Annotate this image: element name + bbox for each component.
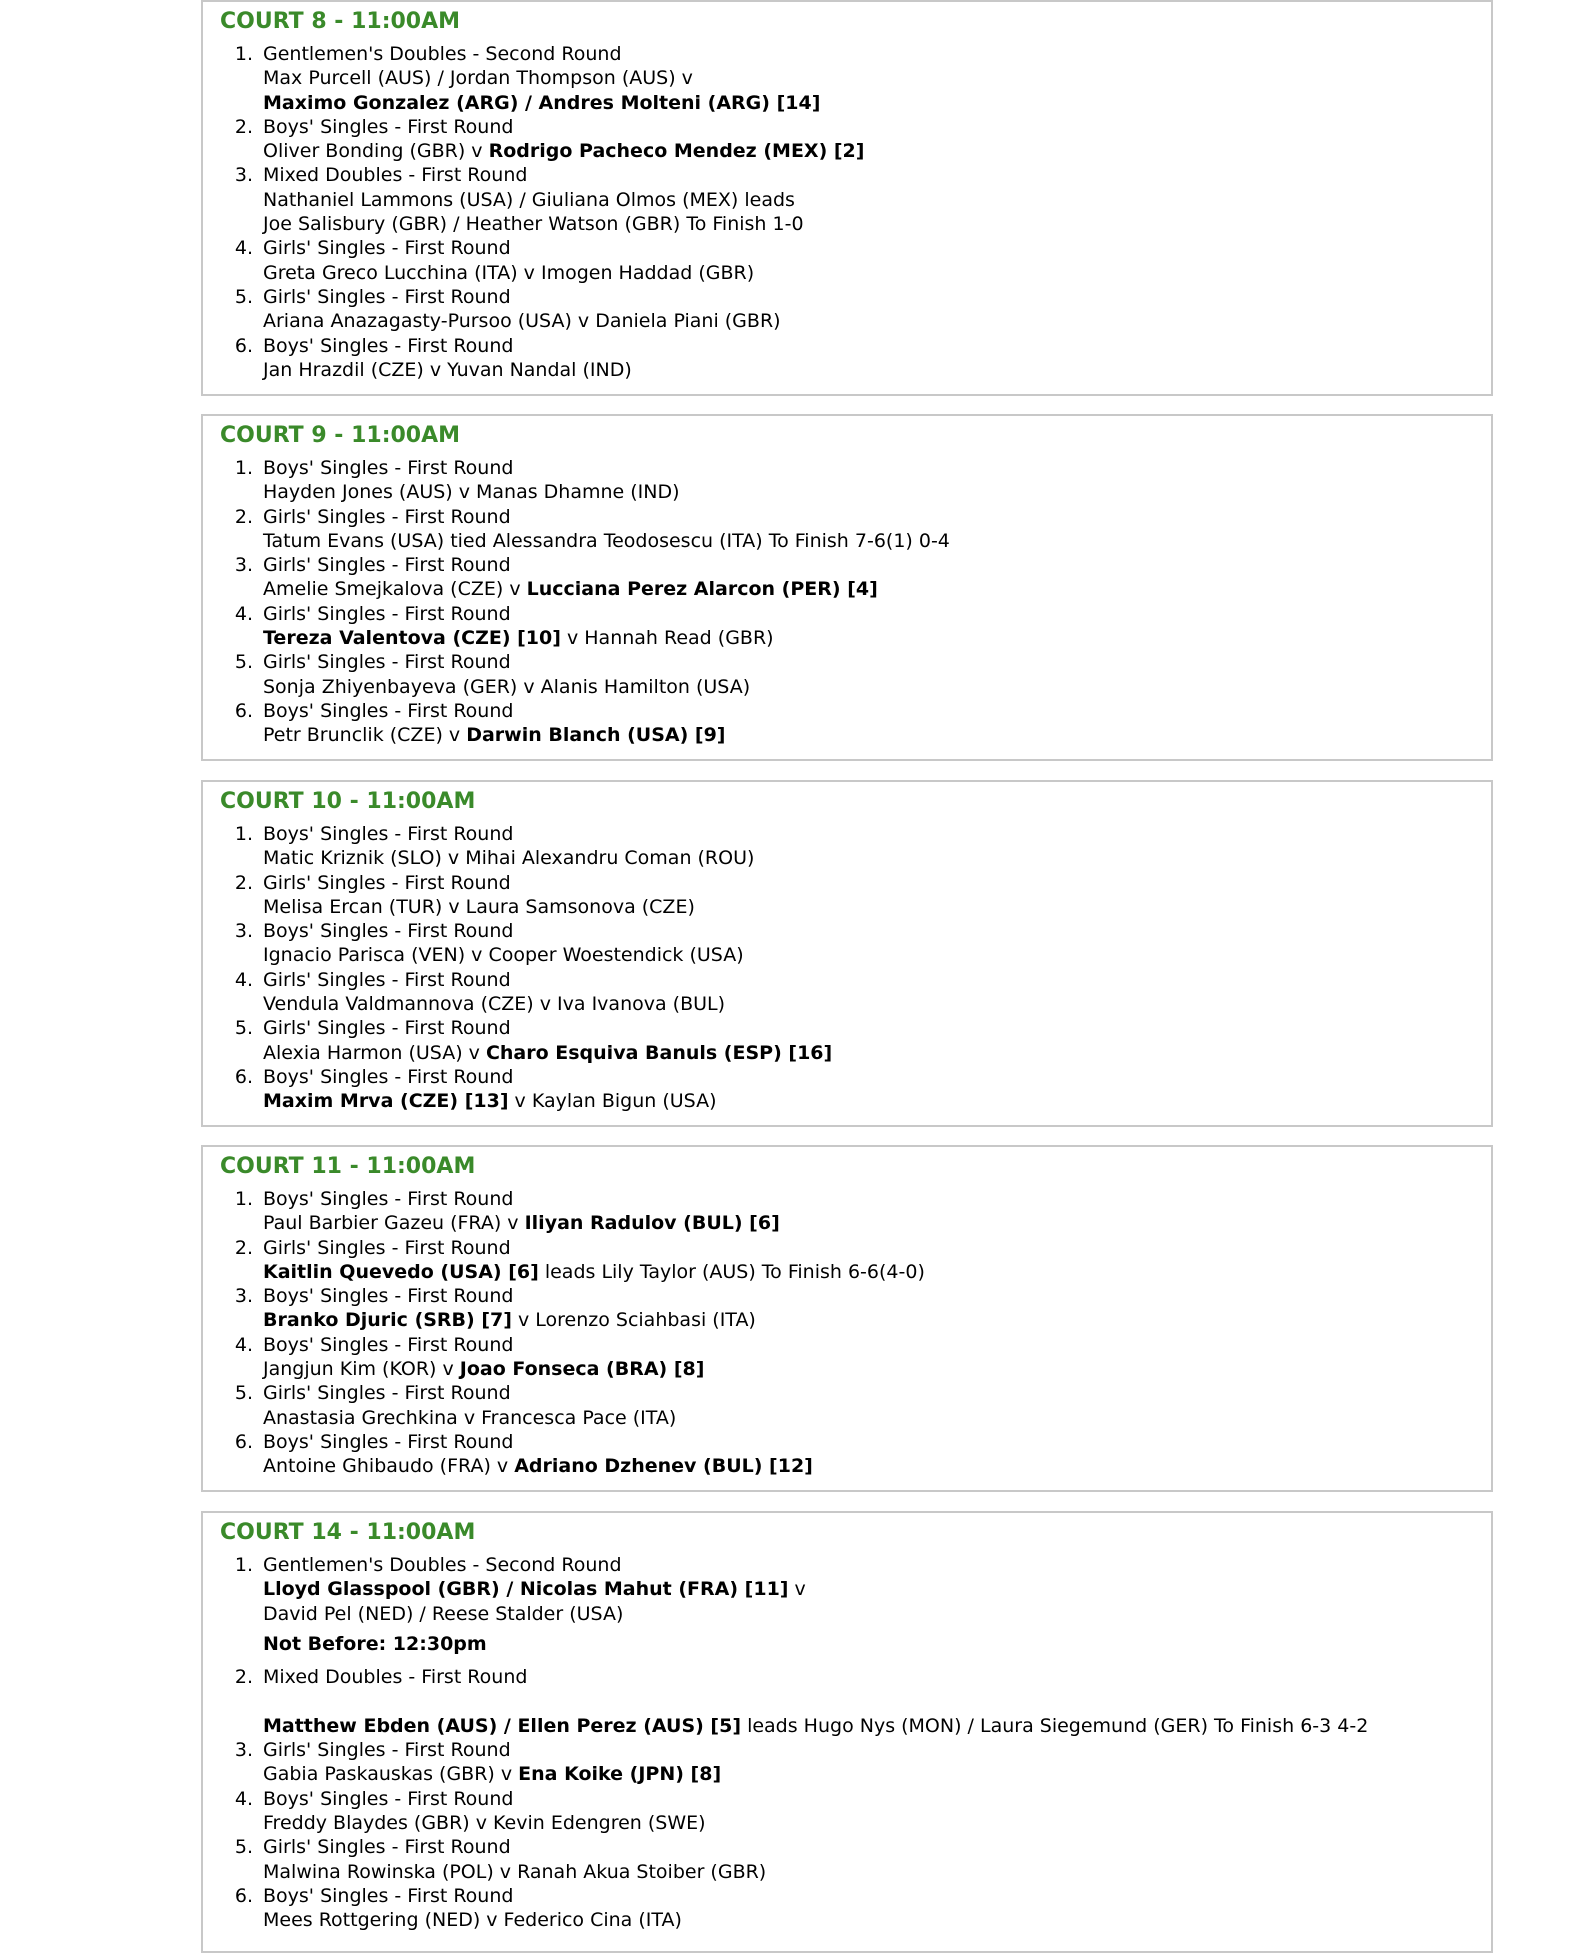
match-number: 5.	[234, 1382, 253, 1405]
event-name: Boys' Singles - First Round	[263, 1884, 514, 1907]
match-list	[203, 1553, 1491, 1932]
match-number: 5.	[234, 1017, 253, 1040]
match-item	[203, 1381, 1491, 1430]
player-text: Ignacio Parisca (VEN) v Cooper Woestendick (USA)	[263, 944, 744, 967]
players-line	[263, 480, 1491, 504]
event-name: Boys' Singles - First Round	[263, 1333, 514, 1356]
players-line	[263, 1260, 1491, 1284]
players-line	[263, 66, 1491, 90]
match-item	[203, 1738, 1491, 1787]
event-name: Girls' Singles - First Round	[263, 1017, 511, 1040]
player-text: Petr Brunclik (CZE) v	[263, 724, 467, 747]
player-text: Max Purcell (AUS) / Jordan Thompson (AUS) v	[263, 67, 693, 90]
match-number: 6.	[234, 1884, 253, 1907]
event-name: Girls' Singles - First Round	[263, 505, 511, 528]
match-number: 3.	[234, 1739, 253, 1762]
court-panel-11	[201, 1145, 1493, 1492]
event-name: Gentlemen's Doubles - Second Round	[263, 43, 622, 65]
event-name: Boys' Singles - First Round	[263, 1430, 514, 1453]
players-line	[263, 1454, 1491, 1478]
player-text: Sonja Zhiyenbayeva (GER) v Alanis Hamilton (USA)	[263, 675, 751, 698]
players-line	[263, 139, 1491, 163]
players-line	[263, 1041, 1491, 1065]
players-line	[263, 91, 1491, 115]
match-number: 6.	[234, 699, 253, 722]
match-number: 6.	[234, 1065, 253, 1088]
player-text: Paul Barbier Gazeu (FRA) v	[263, 1212, 525, 1235]
players-line	[263, 309, 1491, 333]
event-name: Girls' Singles - First Round	[263, 1382, 511, 1405]
seeded-player-text: Rodrigo Pacheco Mendez (MEX) [2]	[488, 140, 865, 163]
event-name: Girls' Singles - First Round	[263, 871, 511, 894]
seeded-player-text: Adriano Dzhenev (BUL) [12]	[514, 1455, 813, 1478]
match-item	[203, 1553, 1491, 1656]
match-item	[203, 871, 1491, 920]
seeded-player-text: Lucciana Perez Alarcon (PER) [4]	[526, 578, 878, 601]
event-name: Boys' Singles - First Round	[263, 1188, 514, 1210]
player-text: leads Hugo Nys (MON) / Laura Siegemund (GER) To Finish 6-3 4-2	[741, 1714, 1369, 1737]
players-line	[263, 895, 1491, 919]
seeded-player-text: Charo Esquiva Banuls (ESP) [16]	[485, 1041, 833, 1064]
event-name: Girls' Singles - First Round	[263, 237, 511, 260]
player-text: Mees Rottgering (NED) v Federico Cina (ITA)	[263, 1909, 682, 1932]
event-name: Boys' Singles - First Round	[263, 920, 514, 943]
event-name: Girls' Singles - First Round	[263, 1236, 511, 1259]
match-item	[203, 1065, 1491, 1114]
players-line	[263, 261, 1491, 285]
event-name: Boys' Singles - First Round	[263, 823, 514, 845]
player-text: Ariana Anazagasty-Pursoo (USA) v Daniela Piani (GBR)	[263, 310, 781, 333]
match-item	[203, 505, 1491, 554]
players-line	[263, 188, 1491, 212]
event-name: Boys' Singles - First Round	[263, 699, 514, 722]
player-text: Gabia Paskauskas (GBR) v	[263, 1763, 519, 1786]
player-text: Vendula Valdmannova (CZE) v Iva Ivanova (BUL)	[263, 993, 726, 1016]
seeded-player-text: Iliyan Radulov (BUL) [6]	[524, 1212, 780, 1235]
match-item	[203, 822, 1491, 871]
seeded-player-text: Maximo Gonzalez (ARG) / Andres Molteni (ARG) [14]	[263, 91, 821, 114]
players-line	[263, 626, 1491, 650]
match-item	[203, 285, 1491, 334]
match-item	[203, 650, 1491, 699]
match-item	[203, 919, 1491, 968]
court-panel-14	[201, 1511, 1493, 1953]
player-text: Malwina Rowinska (POL) v Ranah Akua Stoiber (GBR)	[263, 1860, 767, 1883]
court-panel-10	[201, 780, 1493, 1127]
event-name: Girls' Singles - First Round	[263, 285, 511, 308]
match-number: 4.	[234, 602, 253, 625]
seeded-player-text: Kaitlin Quevedo (USA) [6]	[263, 1260, 539, 1283]
event-name: Boys' Singles - First Round	[263, 1065, 514, 1088]
players-line	[263, 992, 1491, 1016]
players-line	[263, 723, 1491, 747]
court-heading: COURT 8 - 11:00AM	[220, 9, 461, 34]
match-item	[203, 334, 1491, 383]
match-number: 3.	[234, 1285, 253, 1308]
match-item	[203, 968, 1491, 1017]
match-number: 5.	[234, 651, 253, 674]
match-number: 2.	[234, 115, 253, 138]
players-line	[263, 1577, 1491, 1601]
players-line	[263, 1357, 1491, 1381]
players-line	[263, 577, 1491, 601]
match-list	[203, 822, 1491, 1114]
event-name: Boys' Singles - First Round	[263, 1787, 514, 1810]
player-text: Nathaniel Lammons (USA) / Giuliana Olmos (MEX) leads	[263, 188, 795, 211]
event-name: Boys' Singles - First Round	[263, 334, 514, 357]
player-text: Melisa Ercan (TUR) v Laura Samsonova (CZE)	[263, 895, 695, 918]
player-text: v	[788, 1578, 806, 1601]
player-text: Tatum Evans (USA) tied Alessandra Teodosescu (ITA) To Finish 7-6(1) 0-4	[263, 529, 950, 552]
match-item	[203, 42, 1491, 115]
match-number: 4.	[234, 237, 253, 260]
match-list	[203, 1187, 1491, 1479]
player-text: v Hannah Read (GBR)	[560, 627, 774, 650]
match-item	[203, 115, 1491, 164]
court-heading: COURT 14 - 11:00AM	[220, 1520, 476, 1545]
seeded-player-text: Darwin Blanch (USA) [9]	[466, 724, 726, 747]
spacer-line	[263, 1689, 1491, 1713]
match-list	[203, 456, 1491, 748]
players-line	[263, 1089, 1491, 1113]
seeded-player-text: Maxim Mrva (CZE) [13]	[263, 1090, 509, 1113]
court-heading: COURT 11 - 11:00AM	[220, 1154, 476, 1179]
players-line	[263, 1811, 1491, 1835]
match-number: 3.	[234, 554, 253, 577]
players-line	[263, 1602, 1491, 1626]
match-number: 4.	[234, 1333, 253, 1356]
player-text: Jan Hrazdil (CZE) v Yuvan Nandal (IND)	[263, 358, 632, 381]
players-line	[263, 675, 1491, 699]
match-item	[203, 699, 1491, 748]
event-name: Gentlemen's Doubles - Second Round	[263, 1554, 622, 1576]
seeded-player-text: Branko Djuric (SRB) [7]	[263, 1309, 512, 1332]
match-number: 2.	[234, 1666, 253, 1689]
match-number: 6.	[234, 334, 253, 357]
players-line	[263, 1908, 1491, 1932]
match-item	[203, 1665, 1491, 1738]
seeded-player-text: Ena Koike (JPN) [8]	[518, 1763, 722, 1786]
match-item	[203, 163, 1491, 236]
player-text: Jangjun Kim (KOR) v	[263, 1358, 460, 1381]
match-number: 6.	[234, 1430, 253, 1453]
players-line	[263, 212, 1491, 236]
event-name: Boys' Singles - First Round	[263, 1285, 514, 1308]
court-panel-9	[201, 414, 1493, 761]
event-name: Girls' Singles - First Round	[263, 651, 511, 674]
seeded-player-text: Joao Fonseca (BRA) [8]	[459, 1358, 705, 1381]
seeded-player-text: Matthew Ebden (AUS) / Ellen Perez (AUS) [5]	[263, 1714, 742, 1737]
event-name: Girls' Singles - First Round	[263, 1836, 511, 1859]
match-item	[203, 602, 1491, 651]
player-text: Antoine Ghibaudo (FRA) v	[263, 1455, 515, 1478]
event-name: Girls' Singles - First Round	[263, 602, 511, 625]
player-text: Joe Salisbury (GBR) / Heather Watson (GBR) To Finish 1-0	[263, 213, 804, 236]
match-number: 2.	[234, 871, 253, 894]
match-number: 3.	[234, 164, 253, 187]
match-number: 4.	[234, 1787, 253, 1810]
seeded-player-text: Tereza Valentova (CZE) [10]	[263, 627, 561, 650]
match-number: 1.	[234, 823, 253, 845]
player-text: Alexia Harmon (USA) v	[263, 1041, 486, 1064]
not-before-notice: Not Before: 12:30pm	[263, 1632, 487, 1655]
event-name: Girls' Singles - First Round	[263, 968, 511, 991]
player-text: Amelie Smejkalova (CZE) v	[263, 578, 527, 601]
match-item	[203, 1884, 1491, 1933]
event-name: Mixed Doubles - First Round	[263, 1666, 528, 1689]
match-number: 1.	[234, 457, 253, 479]
players-line	[263, 1308, 1491, 1332]
player-text: Oliver Bonding (GBR) v	[263, 140, 489, 163]
event-name: Girls' Singles - First Round	[263, 554, 511, 577]
match-list	[203, 42, 1491, 382]
players-line	[263, 1211, 1491, 1235]
players-line	[263, 1762, 1491, 1786]
match-number: 1.	[234, 1554, 253, 1576]
match-number: 5.	[234, 1836, 253, 1859]
player-text: Anastasia Grechkina v Francesca Pace (ITA)	[263, 1406, 677, 1429]
players-line	[263, 1406, 1491, 1430]
player-text: Matic Kriznik (SLO) v Mihai Alexandru Coman (ROU)	[263, 847, 755, 870]
match-item	[203, 1835, 1491, 1884]
seeded-player-text: Lloyd Glasspool (GBR) / Nicolas Mahut (FRA) [11]	[263, 1578, 789, 1601]
match-number: 1.	[234, 43, 253, 65]
match-item	[203, 1333, 1491, 1382]
player-text: v Kaylan Bigun (USA)	[508, 1090, 717, 1113]
player-text: v Lorenzo Sciahbasi (ITA)	[511, 1309, 756, 1332]
match-item	[203, 1284, 1491, 1333]
players-line	[263, 943, 1491, 967]
event-name: Girls' Singles - First Round	[263, 1739, 511, 1762]
match-number: 2.	[234, 1236, 253, 1259]
players-line	[263, 1714, 1491, 1738]
match-item	[203, 1787, 1491, 1836]
player-text: leads Lily Taylor (AUS) To Finish 6-6(4-0)	[538, 1260, 925, 1283]
players-line	[263, 846, 1491, 870]
event-name: Boys' Singles - First Round	[263, 115, 514, 138]
player-text: Greta Greco Lucchina (ITA) v Imogen Haddad (GBR)	[263, 261, 755, 284]
match-number: 2.	[234, 505, 253, 528]
players-line	[263, 1860, 1491, 1884]
court-heading: COURT 10 - 11:00AM	[220, 789, 476, 814]
match-item	[203, 1016, 1491, 1065]
match-number: 4.	[234, 968, 253, 991]
players-line	[263, 358, 1491, 382]
match-item	[203, 1430, 1491, 1479]
match-number: 3.	[234, 920, 253, 943]
match-item	[203, 553, 1491, 602]
court-panel-8	[201, 0, 1493, 396]
event-name: Boys' Singles - First Round	[263, 457, 514, 479]
player-text: Freddy Blaydes (GBR) v Kevin Edengren (SWE)	[263, 1811, 706, 1834]
players-line	[263, 529, 1491, 553]
match-item	[203, 1187, 1491, 1236]
event-name: Mixed Doubles - First Round	[263, 164, 528, 187]
match-number: 5.	[234, 285, 253, 308]
match-item	[203, 1236, 1491, 1285]
match-item	[203, 456, 1491, 505]
player-text: David Pel (NED) / Reese Stalder (USA)	[263, 1602, 624, 1625]
match-item	[203, 236, 1491, 285]
player-text: Hayden Jones (AUS) v Manas Dhamne (IND)	[263, 481, 680, 504]
court-heading: COURT 9 - 11:00AM	[220, 423, 461, 448]
match-number: 1.	[234, 1188, 253, 1210]
